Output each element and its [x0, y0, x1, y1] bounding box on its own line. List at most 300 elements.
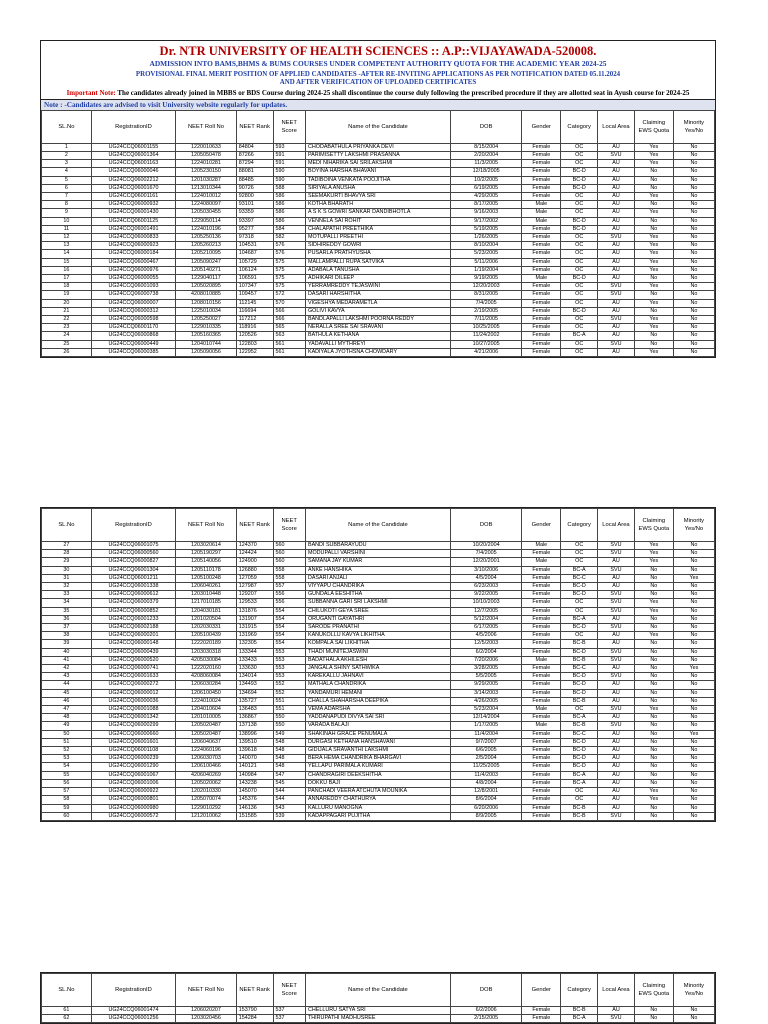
cell-category: OC: [561, 788, 598, 796]
cell-gender: Female: [522, 340, 561, 348]
cell-candidate-name: GIDIJALA SRAVANTHI LAKSHMI: [305, 747, 450, 755]
cell-neet-roll-no: 1205190297: [176, 550, 237, 558]
cell-minority: No: [673, 550, 714, 558]
cell-gender: Female: [522, 242, 561, 250]
cell-ews-quota: Yes: [634, 266, 673, 274]
cell-sl-no: 58: [42, 796, 92, 804]
cell-neet-rank: 139618: [236, 747, 273, 755]
cell-neet-score: 575: [273, 258, 305, 266]
cell-sl-no: 27: [42, 542, 92, 550]
cell-gender: Female: [522, 599, 561, 607]
column-header-neet-roll-no: NEET Roll No: [176, 974, 237, 1007]
cell-sl-no: 55: [42, 771, 92, 779]
cell-registration-id: UG24CCQ06000520: [91, 656, 175, 664]
cell-neet-rank: 122952: [236, 348, 273, 356]
cell-neet-roll-no: 1206100450: [176, 689, 237, 697]
cell-registration-id: UG24CCQ06001256: [91, 1015, 175, 1023]
cell-neet-score: 560: [273, 550, 305, 558]
cell-minority: No: [673, 632, 714, 640]
cell-neet-rank: 133630: [236, 665, 273, 673]
cell-minority: No: [673, 1015, 714, 1023]
cell-minority: No: [673, 812, 714, 820]
cell-registration-id: UG24CCQ06001633: [91, 673, 175, 681]
cell-minority: No: [673, 558, 714, 566]
cell-sl-no: 61: [42, 1007, 92, 1015]
cell-local-area: SVU: [598, 340, 635, 348]
cell-neet-roll-no: 1203010448: [176, 591, 237, 599]
cell-sl-no: 10: [42, 217, 92, 225]
cell-category: OC: [561, 550, 598, 558]
cell-candidate-name: DURGASI KETHANA HANSHAVANI: [305, 738, 450, 746]
table-row: [42, 258, 715, 266]
cell-local-area: AU: [598, 755, 635, 763]
cell-ews-quota: No: [634, 812, 673, 820]
cell-dob: 3/28/2005: [450, 665, 521, 673]
cell-dob: 7/4/2005: [450, 299, 521, 307]
cell-neet-rank: 118916: [236, 324, 273, 332]
cell-sl-no: 37: [42, 624, 92, 632]
cell-minority: No: [673, 640, 714, 648]
cell-neet-roll-no: 1224080097: [176, 201, 237, 209]
cell-ews-quota: No: [634, 1007, 673, 1015]
cell-category: OC: [561, 250, 598, 258]
cell-minority: No: [673, 316, 714, 324]
cell-sl-no: 4: [42, 168, 92, 176]
cell-minority: No: [673, 697, 714, 705]
cell-gender: Male: [522, 209, 561, 217]
cell-neet-score: 551: [273, 706, 305, 714]
cell-local-area: AU: [598, 681, 635, 689]
cell-registration-id: UG24CCQ06000660: [91, 730, 175, 738]
cell-neet-rank: 124900: [236, 558, 273, 566]
cell-registration-id: UG24CCQ06001290: [91, 763, 175, 771]
cell-candidate-name: SEEMAKURTI BHAVYA SRI: [305, 193, 450, 201]
cell-registration-id: UG24CCQ06000833: [91, 234, 175, 242]
cell-registration-id: UG24CCQ06001304: [91, 566, 175, 574]
cell-minority: No: [673, 607, 714, 615]
cell-candidate-name: KADAPPAGARI PUJITHA: [305, 812, 450, 820]
cell-registration-id: UG24CCQ06000046: [91, 168, 175, 176]
cell-ews-quota: No: [634, 697, 673, 705]
cell-dob: 9/19/2005: [450, 275, 521, 283]
cell-registration-id: UG24CCQ06000572: [91, 812, 175, 820]
table-row: [42, 624, 715, 632]
cell-registration-id: UG24CCQ06002212: [91, 176, 175, 184]
cell-candidate-name: PARIMISETTY LAKSHMI PRASANNA: [305, 152, 450, 160]
cell-minority: No: [673, 242, 714, 250]
cell-ews-quota: Yes: [634, 143, 673, 151]
cell-ews-quota: No: [634, 730, 673, 738]
cell-neet-rank: 136867: [236, 714, 273, 722]
cell-registration-id: UG24CCQ06000184: [91, 250, 175, 258]
cell-ews-quota: Yes: [634, 607, 673, 615]
cell-candidate-name: VIYYAPU CHANDRIKA: [305, 583, 450, 591]
cell-neet-score: 554: [273, 632, 305, 640]
cell-minority: No: [673, 176, 714, 184]
cell-neet-score: 544: [273, 796, 305, 804]
column-header-gender: Gender: [522, 509, 561, 542]
cell-category: BC-B: [561, 656, 598, 664]
cell-candidate-name: DOKKU BAJI: [305, 779, 450, 787]
cell-sl-no: 3: [42, 160, 92, 168]
cell-candidate-name: BANDI SUBBARAYUDU: [305, 542, 450, 550]
column-header-ews-quota: Claiming EWS Quota: [634, 974, 673, 1007]
cell-gender: Female: [522, 299, 561, 307]
cell-minority: No: [673, 796, 714, 804]
table-row: [42, 763, 715, 771]
column-header-neet-rank: NEET Rank: [236, 509, 273, 542]
cell-neet-rank: 87266: [236, 152, 273, 160]
cell-registration-id: UG24CCQ06001108: [91, 747, 175, 755]
cell-dob: 9/17/2002: [450, 217, 521, 225]
cell-candidate-name: ADABALA TANUSHA: [305, 266, 450, 274]
cell-gender: Female: [522, 550, 561, 558]
cell-registration-id: UG24CCQ06001233: [91, 615, 175, 623]
cell-dob: 9/7/2007: [450, 738, 521, 746]
cell-local-area: AU: [598, 258, 635, 266]
cell-candidate-name: VIGESHYA MEDARAMETLA: [305, 299, 450, 307]
table-row: [42, 283, 715, 291]
cell-candidate-name: DASARI HARSHITHA: [305, 291, 450, 299]
cell-neet-score: 561: [273, 348, 305, 356]
cell-neet-score: 553: [273, 656, 305, 664]
cell-neet-rank: 134694: [236, 689, 273, 697]
cell-candidate-name: ORUGANTI GAYATHRI: [305, 615, 450, 623]
cell-neet-roll-no: 1204030181: [176, 607, 237, 615]
important-note-text: The candidates already joined in MBBS or BDS Course during 2024-25 shall discontinue the course duly following the prescribed procedure if they are allotted seat in Ayush course for 2024-25: [117, 88, 690, 97]
cell-neet-score: 554: [273, 607, 305, 615]
cell-neet-roll-no: 4208010885: [176, 291, 237, 299]
cell-minority: No: [673, 217, 714, 225]
cell-category: OC: [561, 266, 598, 274]
cell-sl-no: 32: [42, 583, 92, 591]
cell-category: OC: [561, 283, 598, 291]
cell-local-area: SVU: [598, 673, 635, 681]
cell-local-area: SVU: [598, 234, 635, 242]
cell-category: BC-D: [561, 673, 598, 681]
cell-neet-rank: 131876: [236, 607, 273, 615]
cell-neet-rank: 109457: [236, 291, 273, 299]
cell-neet-roll-no: 1205050478: [176, 152, 237, 160]
cell-dob: 9/22/2005: [450, 591, 521, 599]
cell-minority: No: [673, 201, 714, 209]
cell-sl-no: 41: [42, 656, 92, 664]
cell-neet-score: 572: [273, 291, 305, 299]
cell-ews-quota: Yes: [634, 299, 673, 307]
column-header-category: Category: [561, 110, 598, 143]
cell-neet-roll-no: 1205100439: [176, 632, 237, 640]
cell-registration-id: UG24CCQ06000201: [91, 632, 175, 640]
table-row: [42, 168, 715, 176]
table-row: [42, 706, 715, 714]
cell-gender: Female: [522, 152, 561, 160]
cell-registration-id: UG24CCQ06000868: [91, 332, 175, 340]
merit-heading-cont: AND AFTER VERIFICATION OF UPLOADED CERTIFICATES: [279, 78, 477, 86]
cell-neet-rank: 129207: [236, 591, 273, 599]
cell-sl-no: 18: [42, 283, 92, 291]
cell-sl-no: 45: [42, 689, 92, 697]
cell-dob: 4/5/2004: [450, 574, 521, 582]
cell-local-area: AU: [598, 771, 635, 779]
cell-category: OC: [561, 152, 598, 160]
cell-candidate-name: CHILUKOTI GEYA SREE: [305, 607, 450, 615]
cell-registration-id: UG24CCQ06000612: [91, 591, 175, 599]
cell-gender: Female: [522, 193, 561, 201]
cell-neet-score: 554: [273, 624, 305, 632]
cell-category: BC-B: [561, 1007, 598, 1015]
cell-neet-rank: 105729: [236, 258, 273, 266]
column-header-local-area: Local Area: [598, 509, 635, 542]
cell-neet-rank: 126880: [236, 566, 273, 574]
cell-neet-roll-no: 1205210095: [176, 250, 237, 258]
table-row: [42, 607, 715, 615]
cell-neet-score: 548: [273, 747, 305, 755]
cell-neet-rank: 124370: [236, 542, 273, 550]
cell-minority: No: [673, 168, 714, 176]
column-header-neet-roll-no: NEET Roll No: [176, 509, 237, 542]
cell-ews-quota: No: [634, 763, 673, 771]
cell-dob: 7/20/2006: [450, 656, 521, 664]
cell-neet-roll-no: 1205140271: [176, 266, 237, 274]
table-row: [42, 722, 715, 730]
cell-gender: Female: [522, 176, 561, 184]
cell-candidate-name: GOLIVI KAVYA: [305, 307, 450, 315]
cell-ews-quota: Yes: [634, 348, 673, 356]
cell-candidate-name: MALLAMPALLI RUPA SATVIKA: [305, 258, 450, 266]
cell-local-area: AU: [598, 275, 635, 283]
cell-gender: Female: [522, 730, 561, 738]
cell-registration-id: UG24CCQ06000852: [91, 607, 175, 615]
table-row: [42, 648, 715, 656]
cell-neet-roll-no: 1203030318: [176, 648, 237, 656]
column-header-neet-rank: NEET Rank: [236, 974, 273, 1007]
cell-category: BC-A: [561, 332, 598, 340]
cell-minority: No: [673, 624, 714, 632]
cell-neet-rank: 93101: [236, 201, 273, 209]
cell-candidate-name: CHELLURU SATYA SRI: [305, 1007, 450, 1015]
cell-dob: 12/18/2005: [450, 168, 521, 176]
cell-dob: 10/25/2005: [450, 324, 521, 332]
cell-gender: Female: [522, 316, 561, 324]
cell-local-area: AU: [598, 788, 635, 796]
cell-gender: Female: [522, 640, 561, 648]
cell-candidate-name: SIDHIREDDY GOWRI: [305, 242, 450, 250]
cell-ews-quota: Yes: [634, 258, 673, 266]
cell-registration-id: UG24CCQ06001161: [91, 193, 175, 201]
cell-neet-rank: 107347: [236, 283, 273, 291]
cell-candidate-name: BOYINA HARSHA BHAVANI: [305, 168, 450, 176]
cell-neet-roll-no: 1206030284: [176, 681, 237, 689]
cell-sl-no: 42: [42, 665, 92, 673]
cell-gender: Female: [522, 266, 561, 274]
cell-neet-roll-no: 1220010633: [176, 143, 237, 151]
cell-category: OC: [561, 201, 598, 209]
cell-minority: No: [673, 283, 714, 291]
cell-candidate-name: PANCHADI VEERA ATCHUTA MOUNIKA: [305, 788, 450, 796]
cell-neet-rank: 136483: [236, 706, 273, 714]
column-header-minority: Minority Yes/No: [673, 509, 714, 542]
cell-sl-no: 17: [42, 275, 92, 283]
cell-candidate-name: CHODABATHULA PRIYANKA DEVI: [305, 143, 450, 151]
table-row: [42, 217, 715, 225]
cell-dob: 1/17/2005: [450, 722, 521, 730]
cell-neet-score: 554: [273, 640, 305, 648]
cell-gender: Female: [522, 307, 561, 315]
cell-dob: 2/20/2004: [450, 152, 521, 160]
cell-neet-roll-no: 1204010744: [176, 340, 237, 348]
cell-local-area: AU: [598, 583, 635, 591]
cell-neet-score: 558: [273, 566, 305, 574]
cell-neet-roll-no: 1224010024: [176, 697, 237, 705]
cell-ews-quota: No: [634, 566, 673, 574]
cell-ews-quota: No: [634, 804, 673, 812]
cell-registration-id: UG24CCQ06000012: [91, 689, 175, 697]
cell-local-area: AU: [598, 348, 635, 356]
column-header-sl-no: SL.No: [42, 110, 92, 143]
table-row: [42, 209, 715, 217]
cell-minority: No: [673, 755, 714, 763]
cell-neet-score: 584: [273, 225, 305, 233]
cell-dob: 12/7/2005: [450, 607, 521, 615]
cell-local-area: AU: [598, 266, 635, 274]
cell-sl-no: 1: [42, 143, 92, 151]
cell-sl-no: 62: [42, 1015, 92, 1023]
cell-ews-quota: Yes: [634, 316, 673, 324]
cell-dob: 12/20/2001: [450, 558, 521, 566]
table-header-row: [42, 974, 715, 1007]
cell-minority: No: [673, 591, 714, 599]
cell-neet-roll-no: 1205070074: [176, 796, 237, 804]
column-header-candidate-name: Name of the Candidate: [305, 509, 450, 542]
column-header-ews-quota: Claiming EWS Quota: [634, 110, 673, 143]
cell-candidate-name: JANGALA SHINY SATHWIKA: [305, 665, 450, 673]
cell-ews-quota: Yes: [634, 796, 673, 804]
cell-neet-score: 586: [273, 193, 305, 201]
cell-registration-id: UG24CCQ06002188: [91, 624, 175, 632]
cell-ews-quota: No: [634, 201, 673, 209]
cell-dob: 2/5/2004: [450, 755, 521, 763]
table-row: [42, 673, 715, 681]
cell-dob: 8/10/2004: [450, 242, 521, 250]
cell-local-area: AU: [598, 209, 635, 217]
cell-gender: Female: [522, 755, 561, 763]
cell-neet-roll-no: 1224010196: [176, 225, 237, 233]
cell-dob: 10/2/2005: [450, 176, 521, 184]
table-row: [42, 665, 715, 673]
cell-sl-no: 46: [42, 697, 92, 705]
table-row: [42, 681, 715, 689]
cell-ews-quota: No: [634, 574, 673, 582]
cell-dob: 4/29/2005: [450, 193, 521, 201]
cell-candidate-name: VEMA ADARSHA: [305, 706, 450, 714]
cell-neet-roll-no: 1202030331: [176, 624, 237, 632]
cell-neet-rank: 88081: [236, 168, 273, 176]
cell-ews-quota: No: [634, 755, 673, 763]
cell-ews-quota: Yes: [634, 324, 673, 332]
cell-candidate-name: MOTUPALLI PREETHI: [305, 234, 450, 242]
cell-gender: Female: [522, 812, 561, 820]
table-row: [42, 796, 715, 804]
cell-dob: 5/23/2005: [450, 250, 521, 258]
cell-local-area: SVU: [598, 656, 635, 664]
table-row: [42, 812, 715, 820]
cell-neet-roll-no: 1205250027: [176, 316, 237, 324]
cell-neet-rank: 95277: [236, 225, 273, 233]
cell-sl-no: 12: [42, 234, 92, 242]
cell-registration-id: UG24CCQ06001170: [91, 324, 175, 332]
cell-local-area: AU: [598, 697, 635, 705]
admission-subtitle: ADMISSION INTO BAMS,BHMS & BUMS COURSES UNDER COMPETENT AUTHORITY QUOTA FOR THE ACADEMIC YEAR 2024-25: [149, 59, 607, 69]
cell-neet-score: 575: [273, 283, 305, 291]
column-header-category: Category: [561, 974, 598, 1007]
cell-ews-quota: No: [634, 583, 673, 591]
cell-local-area: SVU: [598, 648, 635, 656]
cell-dob: 6/19/2005: [450, 184, 521, 192]
cell-neet-roll-no: 1205250136: [176, 234, 237, 242]
cell-local-area: AU: [598, 184, 635, 192]
cell-ews-quota: Yes: [634, 558, 673, 566]
column-header-neet-score: NEET Score: [273, 974, 305, 1007]
merit-table: [41, 110, 715, 357]
cell-minority: No: [673, 681, 714, 689]
cell-category: OC: [561, 143, 598, 151]
cell-neet-rank: 106591: [236, 275, 273, 283]
cell-ews-quota: No: [634, 648, 673, 656]
cell-neet-rank: 116694: [236, 307, 273, 315]
table-row: [42, 755, 715, 763]
cell-neet-roll-no: 1201010005: [176, 714, 237, 722]
cell-neet-score: 547: [273, 771, 305, 779]
cell-neet-roll-no: 1229050114: [176, 217, 237, 225]
cell-ews-quota: No: [634, 217, 673, 225]
cell-sl-no: 14: [42, 250, 92, 258]
cell-neet-rank: 131907: [236, 615, 273, 623]
column-header-gender: Gender: [522, 110, 561, 143]
cell-dob: 6/17/2005: [450, 624, 521, 632]
cell-neet-score: 591: [273, 160, 305, 168]
cell-neet-roll-no: 1202010330: [176, 788, 237, 796]
table-row: [42, 332, 715, 340]
cell-candidate-name: KOTHA BHARATH: [305, 201, 450, 209]
column-header-minority: Minority Yes/No: [673, 110, 714, 143]
cell-minority: No: [673, 648, 714, 656]
cell-neet-score: 537: [273, 1007, 305, 1015]
cell-sl-no: 36: [42, 615, 92, 623]
cell-registration-id: UG24CCQ06000272: [91, 681, 175, 689]
cell-sl-no: 60: [42, 812, 92, 820]
cell-sl-no: 31: [42, 574, 92, 582]
cell-local-area: AU: [598, 779, 635, 787]
cell-dob: 8/31/2005: [450, 291, 521, 299]
cell-category: OC: [561, 340, 598, 348]
cell-neet-score: 576: [273, 242, 305, 250]
cell-category: OC: [561, 607, 598, 615]
table-row: [42, 324, 715, 332]
cell-minority: No: [673, 771, 714, 779]
cell-registration-id: UG24CCQ06000467: [91, 258, 175, 266]
cell-neet-score: 544: [273, 788, 305, 796]
cell-neet-roll-no: 1205020487: [176, 730, 237, 738]
cell-sl-no: 15: [42, 258, 92, 266]
cell-minority: No: [673, 152, 714, 160]
cell-ews-quota: Yes: [634, 283, 673, 291]
cell-minority: No: [673, 324, 714, 332]
cell-sl-no: 8: [42, 201, 92, 209]
cell-local-area: SVU: [598, 624, 635, 632]
cell-candidate-name: YADDANAPUDI DIVYA SAI SRI: [305, 714, 450, 722]
cell-dob: 11/25/2005: [450, 763, 521, 771]
cell-dob: 10/27/2005: [450, 340, 521, 348]
